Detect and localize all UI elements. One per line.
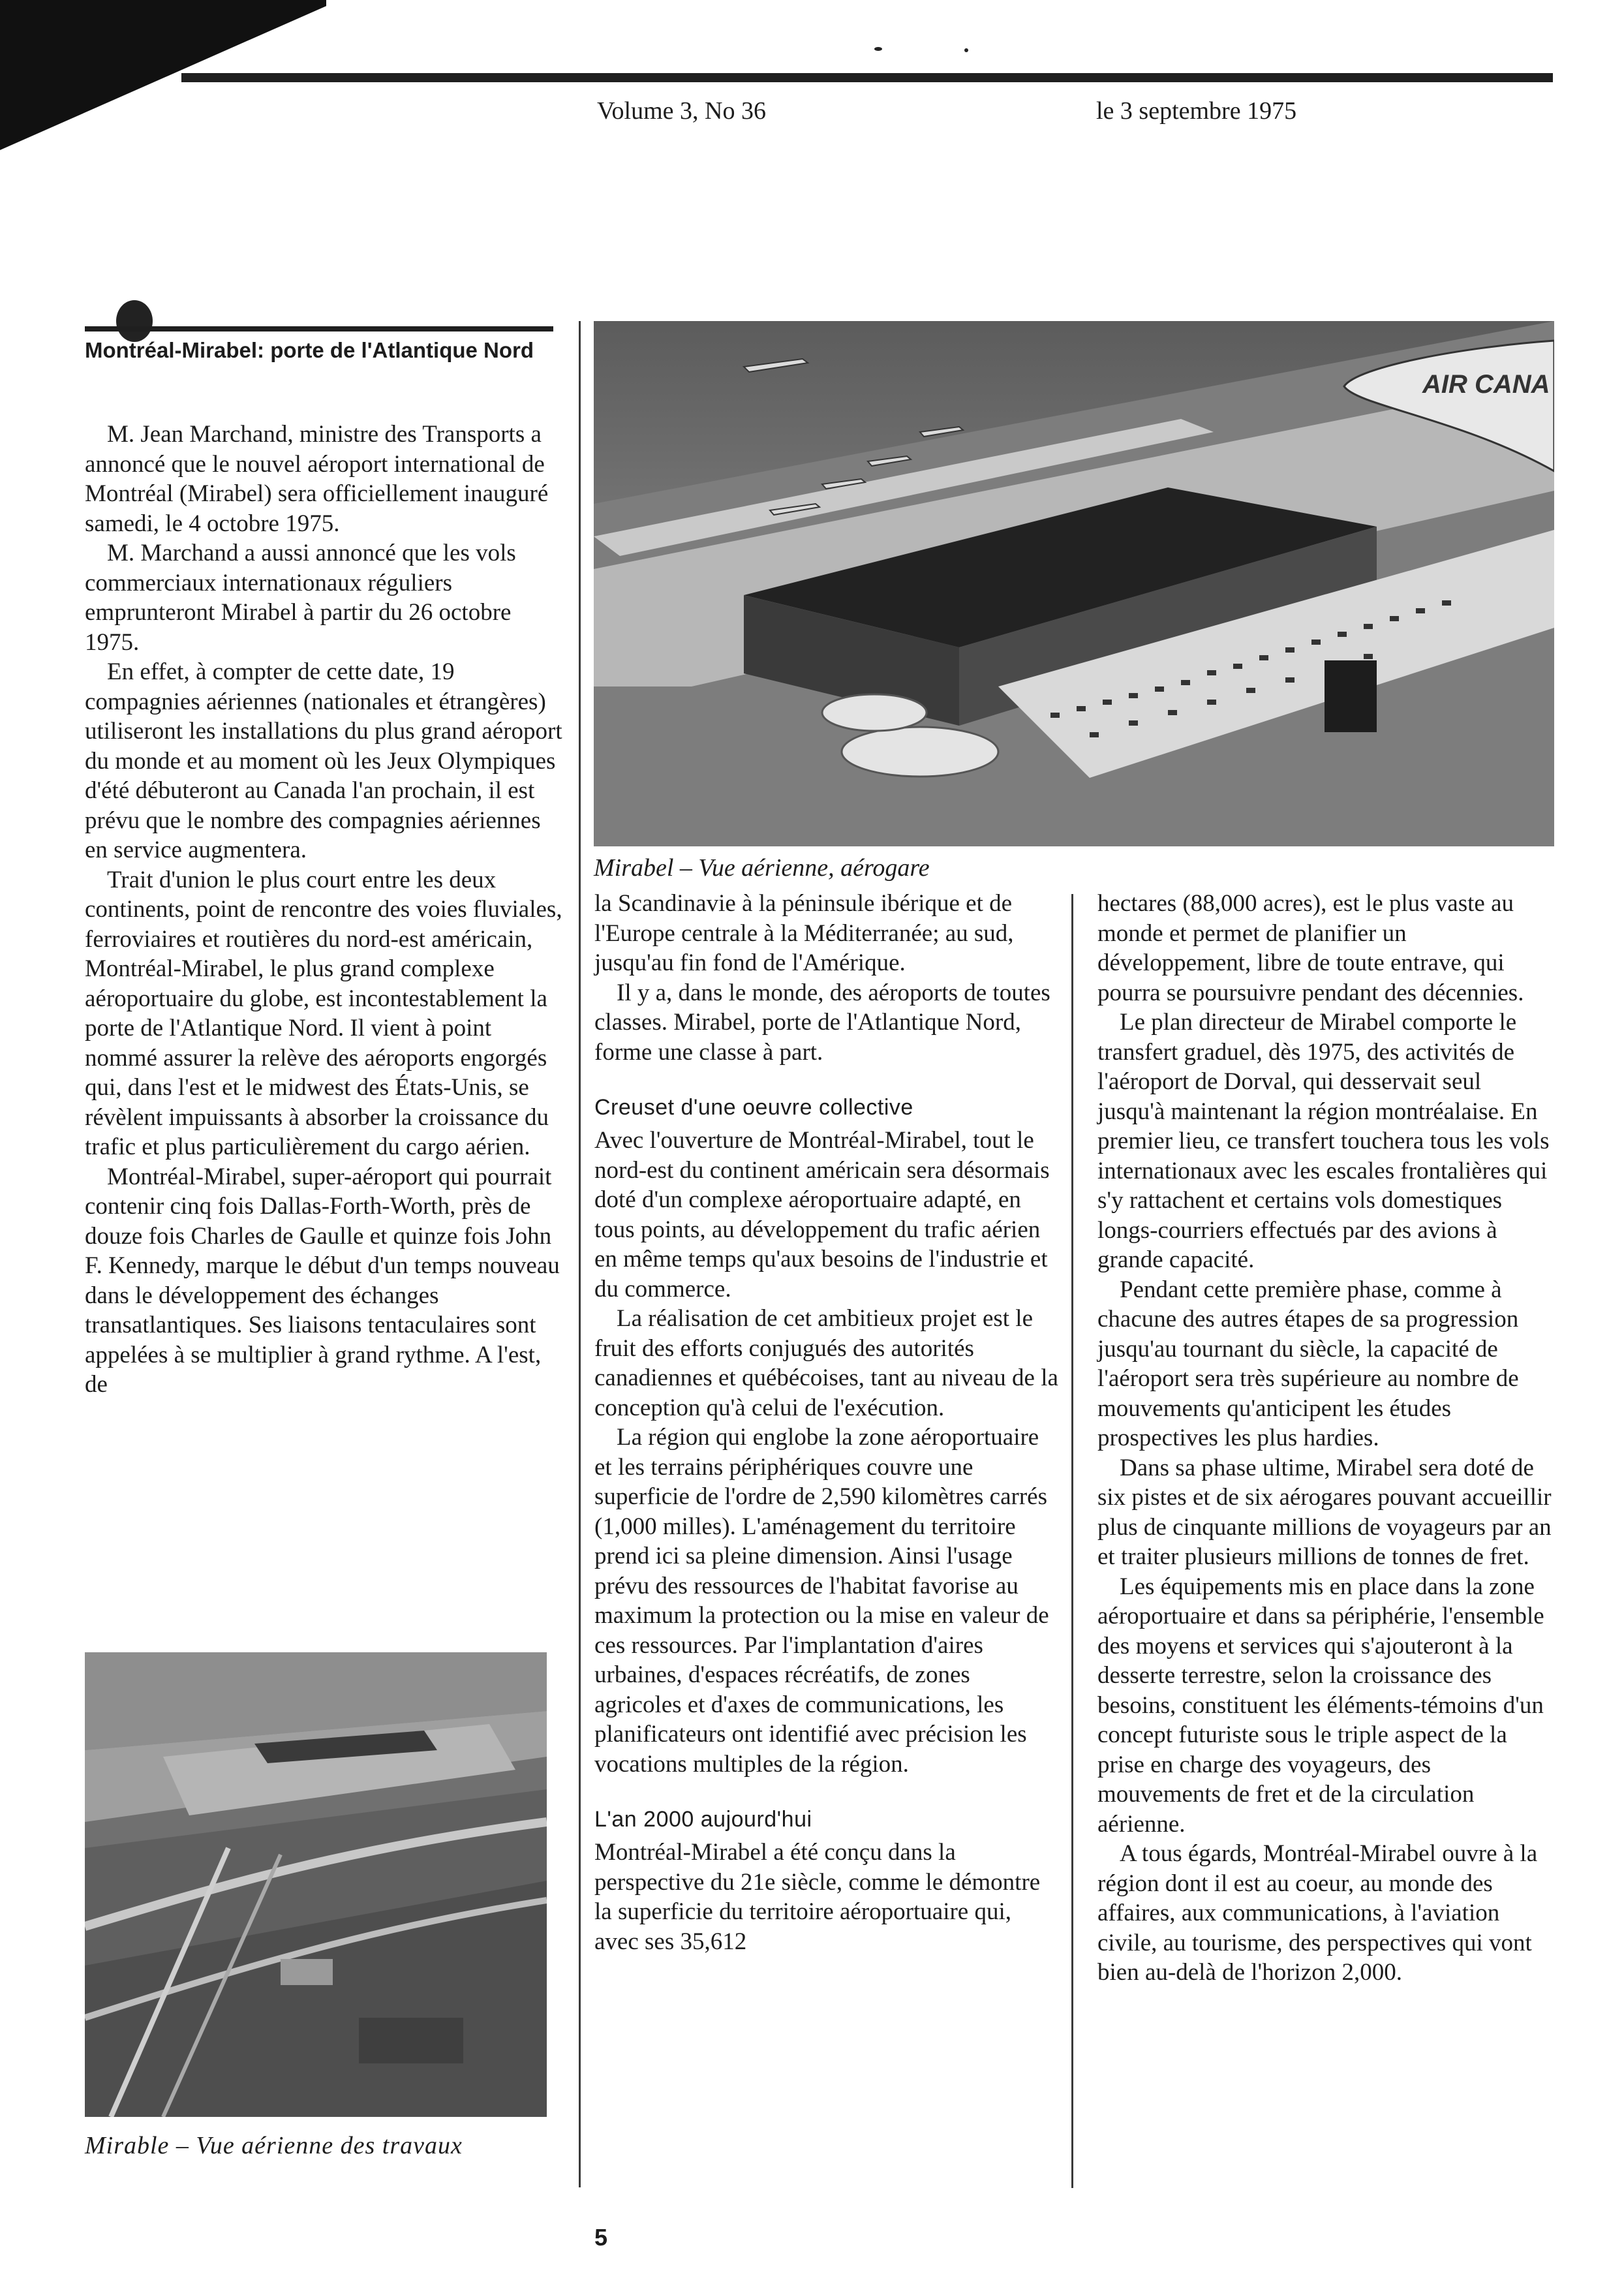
paragraph: Pendant cette première phase, comme à chacune des autres étapes de sa progression jusqu'au tournant du siècle, la capacité de l'aéroport sera très supérieure au nombre de mouvements qu'anticipent les études prospectives les plus hardies. bbox=[1097, 1276, 1519, 1451]
article-column-2 bbox=[594, 889, 1059, 1956]
column-divider bbox=[579, 321, 581, 2187]
article-column-1 bbox=[85, 420, 568, 1400]
paragraph: Les équipements mis en place dans la zone aéroportuaire et dans sa périphérie, l'ensemble des moyens et services qui s'ajouteront à la desserte terrestre, selon la croissance des besoins, constituent les éléments-témoins d'un concept futuriste sous le triple aspect de la prise en charge des voyageurs, des mouvements de fret et de la circulation aérienne. bbox=[1097, 1573, 1544, 1838]
main-image-caption: Mirabel – Vue aérienne, aérogare bbox=[594, 854, 930, 882]
paragraph: Dans sa phase ultime, Mirabel sera doté de six pistes et de six aérogares pouvant accueillir plus de cinquante millions de voyageurs par an et traiter plusieurs millions de tonnes de fret. bbox=[1097, 1454, 1552, 1570]
subheading-an-2000: L'an 2000 aujourd'hui bbox=[594, 1807, 812, 1832]
issue-date: le 3 septembre 1975 bbox=[1096, 97, 1297, 125]
scan-speck bbox=[874, 47, 882, 51]
construction-photo-svg bbox=[85, 1652, 547, 2117]
paragraph: Montréal-Mirabel, super-aéroport qui pourrait contenir cinq fois Dallas-Forth-Worth, près de douze fois Charles de Gaulle et quinze fois John F. Kennedy, marque le début d'un temps nouveau dans le développement des échanges transatlantiques. Ses liaisons tentaculaires sont appelées à se multiplier à grand rythme. A l'est, de bbox=[85, 1163, 560, 1398]
article-column-3 bbox=[1097, 889, 1554, 1988]
paragraph: M. Jean Marchand, ministre des Transports a annoncé que le nouvel aéroport international de Montréal (Mirabel) sera officiellement inauguré samedi, le 4 octobre 1975. bbox=[85, 421, 549, 537]
subheading-creuset: Creuset d'une oeuvre collective bbox=[594, 1095, 913, 1120]
terminal-illustration-svg bbox=[594, 321, 1554, 846]
paragraph: La réalisation de cet ambitieux projet est le fruit des efforts conjugués des autorités canadiennes et québécoises, tant au niveau de la conception qu'à celui de l'exécution. bbox=[594, 1305, 1058, 1421]
paragraph: Le plan directeur de Mirabel comporte le transfert graduel, dès 1975, des activités de l'aéroport de Dorval, qui desservait seul jusqu'à maintenant la région montréalaise. En premier lieu, ce transfert touchera tous les vols internationaux avec les escales frontalières qui s'y rattachent et certains vols domestiques longs-courriers effectués par des avions à grande capacité. bbox=[1097, 1009, 1550, 1273]
article-headline: Montréal-Mirabel: porte de l'Atlantique Nord bbox=[85, 338, 534, 362]
paragraph: Trait d'union le plus court entre les deux continents, point de rencontre des voies fluviales, ferroviaires et routières du nord-est américain, Montréal-Mirabel, le plus grand complexe aéroportuaire du globe, est incontestablement la porte de l'Atlantique Nord. Il vient à point nommé assurer la relève des aéroports engorgés qui, dans l'est et le midwest des États-Unis, se révèlent impuissants à absorber la croissance du trafic et plus particulièrement du cargo aérien. bbox=[85, 866, 562, 1160]
aircraft-livery-text: AIR CANA bbox=[1422, 370, 1550, 399]
header-rule bbox=[181, 73, 1553, 82]
paragraph: Montréal-Mirabel a été conçu dans la perspective du 21e siècle, comme le démontre la superficie du territoire aéroportuaire qui, avec ses 35,612 bbox=[594, 1839, 1041, 1955]
scan-speck bbox=[964, 48, 968, 52]
construction-aerial-photo bbox=[85, 1652, 547, 2117]
paragraph: La région qui englobe la zone aéroportuaire et les terrains périphériques couvre une superficie de l'ordre de 2,590 kilomètres carrés (1,000 milles). L'aménagement du territoire prend ici sa pleine dimension. Ainsi l'usage prévu des ressources de l'habitat favorise au maximum la protection ou la mise en valeur de ces ressources. Par l'implantation d'aires urbaines, d'espaces récréatifs, de zones agricoles et d'axes de communications, les planificateurs ont identifié avec précision les vocations multiples de la région. bbox=[594, 1424, 1049, 1778]
paragraph: hectares (88,000 acres), est le plus vaste au monde et permet de planifier un développement, libre de toute entrave, qui pourra se poursuivre pendant des décennies. bbox=[1097, 890, 1524, 1006]
terminal-aerial-illustration bbox=[594, 321, 1554, 846]
paragraph: A tous égards, Montréal-Mirabel ouvre à la région dont il est au coeur, au monde des affaires, aux communications, à l'aviation civile, au tourisme, des perspectives qui vont bien au-delà de l'horizon 2,000. bbox=[1097, 1840, 1538, 1986]
volume-number: Volume 3, No 36 bbox=[597, 97, 766, 125]
section-rule bbox=[85, 326, 553, 332]
paragraph: Il y a, dans le monde, des aéroports de toutes classes. Mirabel, porte de l'Atlantique Nord, forme une classe à part. bbox=[594, 979, 1050, 1066]
paragraph: Avec l'ouverture de Montréal-Mirabel, tout le nord-est du continent américain sera désormais doté d'un complexe aéroportuaire adapté, en tous points, au développement du trafic aérien en même temps qu'aux besoins de l'industrie et du commerce. bbox=[594, 1127, 1050, 1303]
paragraph: En effet, à compter de cette date, 19 compagnies aériennes (nationales et étrangères) utiliseront les installations du plus grand aéroport du monde et au moment où les Jeux Olympiques d'été débuteront au Canada l'an prochain, il est prévu que le nombre des compagnies aériennes en service augmentera. bbox=[85, 658, 562, 863]
small-image-caption: Mirable – Vue aérienne des travaux bbox=[85, 2132, 463, 2159]
punch-hole-top bbox=[116, 300, 153, 342]
paragraph: M. Marchand a aussi annoncé que les vols commerciaux internationaux réguliers emprunteront Mirabel à partir du 26 octobre 1975. bbox=[85, 540, 516, 656]
page-number: 5 bbox=[594, 2224, 608, 2251]
paragraph: la Scandinavie à la péninsule ibérique et de l'Europe centrale à la Méditerranée; au sud, jusqu'au fin fond de l'Amérique. bbox=[594, 890, 1014, 976]
column-divider bbox=[1071, 894, 1073, 2188]
